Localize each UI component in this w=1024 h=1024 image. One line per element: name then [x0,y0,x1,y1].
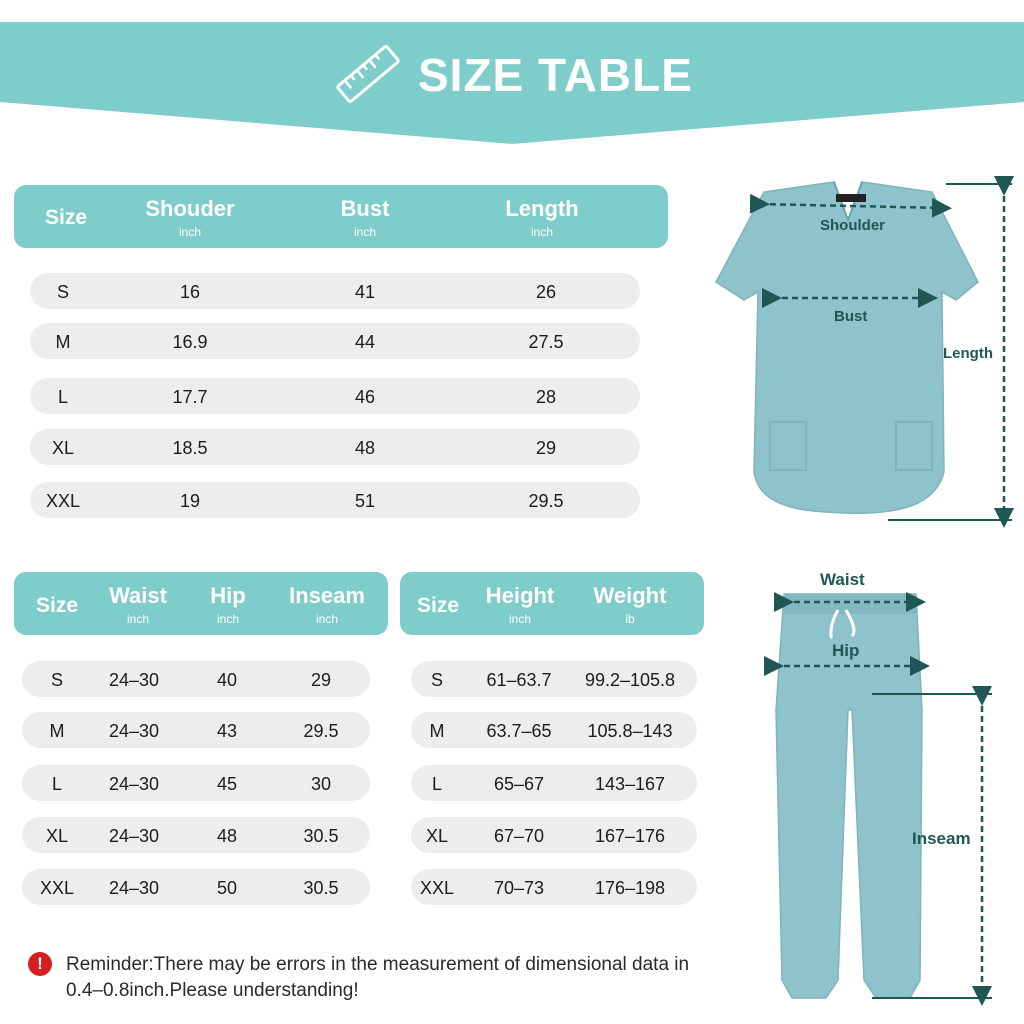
shoulder-cell: 19 [179,491,201,511]
body-table-header [400,572,704,635]
size-column-header: Size [417,594,460,617]
shoulder-label: Shoulder [820,217,886,234]
size-cell: XXL [45,491,81,511]
size-cell: XL [45,826,69,846]
shoulder-cell: 18.5 [172,438,208,458]
column-title: Length [505,196,579,221]
waist-cell: 24–30 [108,670,160,690]
column-title: Weight [593,583,667,608]
inseam-cell: 30 [310,774,332,794]
hip-column-header [192,585,264,625]
shoulder-cell: 16 [179,282,201,302]
hip-cell: 40 [216,670,238,690]
weight-cell: 99.2–105.8 [584,670,676,690]
table-row [22,661,370,697]
height-column-header [476,585,564,625]
size-cell: S [430,670,443,690]
column-title: Bust [340,196,390,221]
length-cell: 26 [535,282,557,302]
scrub-pants-illustration [760,580,1024,1020]
column-unit: inch [508,612,531,626]
height-cell: 67–70 [493,826,545,846]
size-cell: XL [51,438,75,458]
hip-cell: 43 [216,721,238,741]
length-cell: 27.5 [528,332,564,352]
inseam-cell: 30.5 [303,878,339,898]
size-cell: S [56,282,69,302]
length-cell: 28 [535,387,557,407]
exclamation-icon: ! [28,952,52,976]
table-row [22,817,370,853]
table-row [411,869,697,905]
size-cell: L [57,387,68,407]
height-cell: 70–73 [493,878,545,898]
bust-label: Bust [834,308,868,325]
weight-cell: 167–176 [594,826,666,846]
ruler-icon [332,38,404,110]
height-cell: 61–63.7 [486,670,552,690]
size-cell: M [55,332,71,352]
column-title: Shouder [145,196,235,221]
table-row [22,869,370,905]
waist-cell: 24–30 [108,721,160,741]
length-label: Length [943,345,993,362]
column-unit: inch [530,225,553,239]
inseam-column-header [282,585,372,625]
column-title: Height [485,583,555,608]
shoulder-column-header [120,198,260,238]
table-row [22,712,370,748]
length-column-header [482,198,602,238]
length-cell: 29.5 [528,491,564,511]
table-row [411,765,697,801]
bust-cell: 44 [354,332,376,352]
inseam-cell: 29.5 [303,721,339,741]
waist-cell: 24–30 [108,774,160,794]
size-column-header: Size [36,594,79,617]
page-title: SIZE TABLE [418,49,693,101]
table-row [30,429,640,465]
bust-column-header [310,198,420,238]
size-cell: M [49,721,65,741]
weight-column-header [580,585,680,625]
column-unit: ib [625,612,635,626]
shoulder-cell: 17.7 [172,387,208,407]
table-row [22,765,370,801]
column-unit: inch [126,612,149,626]
size-cell: XXL [39,878,75,898]
height-cell: 63.7–65 [486,721,552,741]
shoulder-cell: 16.9 [172,332,208,352]
bust-cell: 48 [354,438,376,458]
table-row [411,712,697,748]
top-table-header [14,185,668,248]
size-cell: M [429,721,445,741]
column-unit: inch [315,612,338,626]
waist-cell: 24–30 [108,878,160,898]
inseam-cell: 30.5 [303,826,339,846]
size-cell: L [51,774,62,794]
column-unit: inch [178,225,201,239]
column-unit: inch [353,225,376,239]
table-row [30,482,640,518]
height-cell: 65–67 [493,774,545,794]
size-column-header: Size [45,206,88,229]
inseam-cell: 29 [310,670,332,690]
column-title: Waist [109,583,167,608]
inseam-label: Inseam [912,829,971,848]
bust-cell: 46 [354,387,376,407]
bust-cell: 41 [354,282,376,302]
waist-label: Waist [820,570,865,589]
column-title: Hip [210,583,246,608]
hip-label: Hip [832,641,860,660]
size-cell: L [431,774,442,794]
bust-cell: 51 [354,491,376,511]
table-row [411,661,697,697]
length-cell: 29 [535,438,557,458]
reminder-text: Reminder:There may be errors in the measurement of dimensional data in 0.4–0.8inch.Please understanding! [66,954,690,1001]
waist-cell: 24–30 [108,826,160,846]
weight-cell: 176–198 [594,878,666,898]
table-row [411,817,697,853]
weight-cell: 105.8–143 [587,721,673,741]
size-cell: XL [425,826,449,846]
size-cell: S [50,670,63,690]
table-row [30,378,640,414]
hip-cell: 50 [216,878,238,898]
weight-cell: 143–167 [594,774,666,794]
table-row [30,273,640,309]
table-row [30,323,640,359]
hip-cell: 48 [216,826,238,846]
hip-cell: 45 [216,774,238,794]
column-unit: inch [216,612,239,626]
column-title: Inseam [289,583,365,608]
pants-table-header [14,572,388,635]
size-cell: XXL [419,878,455,898]
waist-column-header [98,585,178,625]
